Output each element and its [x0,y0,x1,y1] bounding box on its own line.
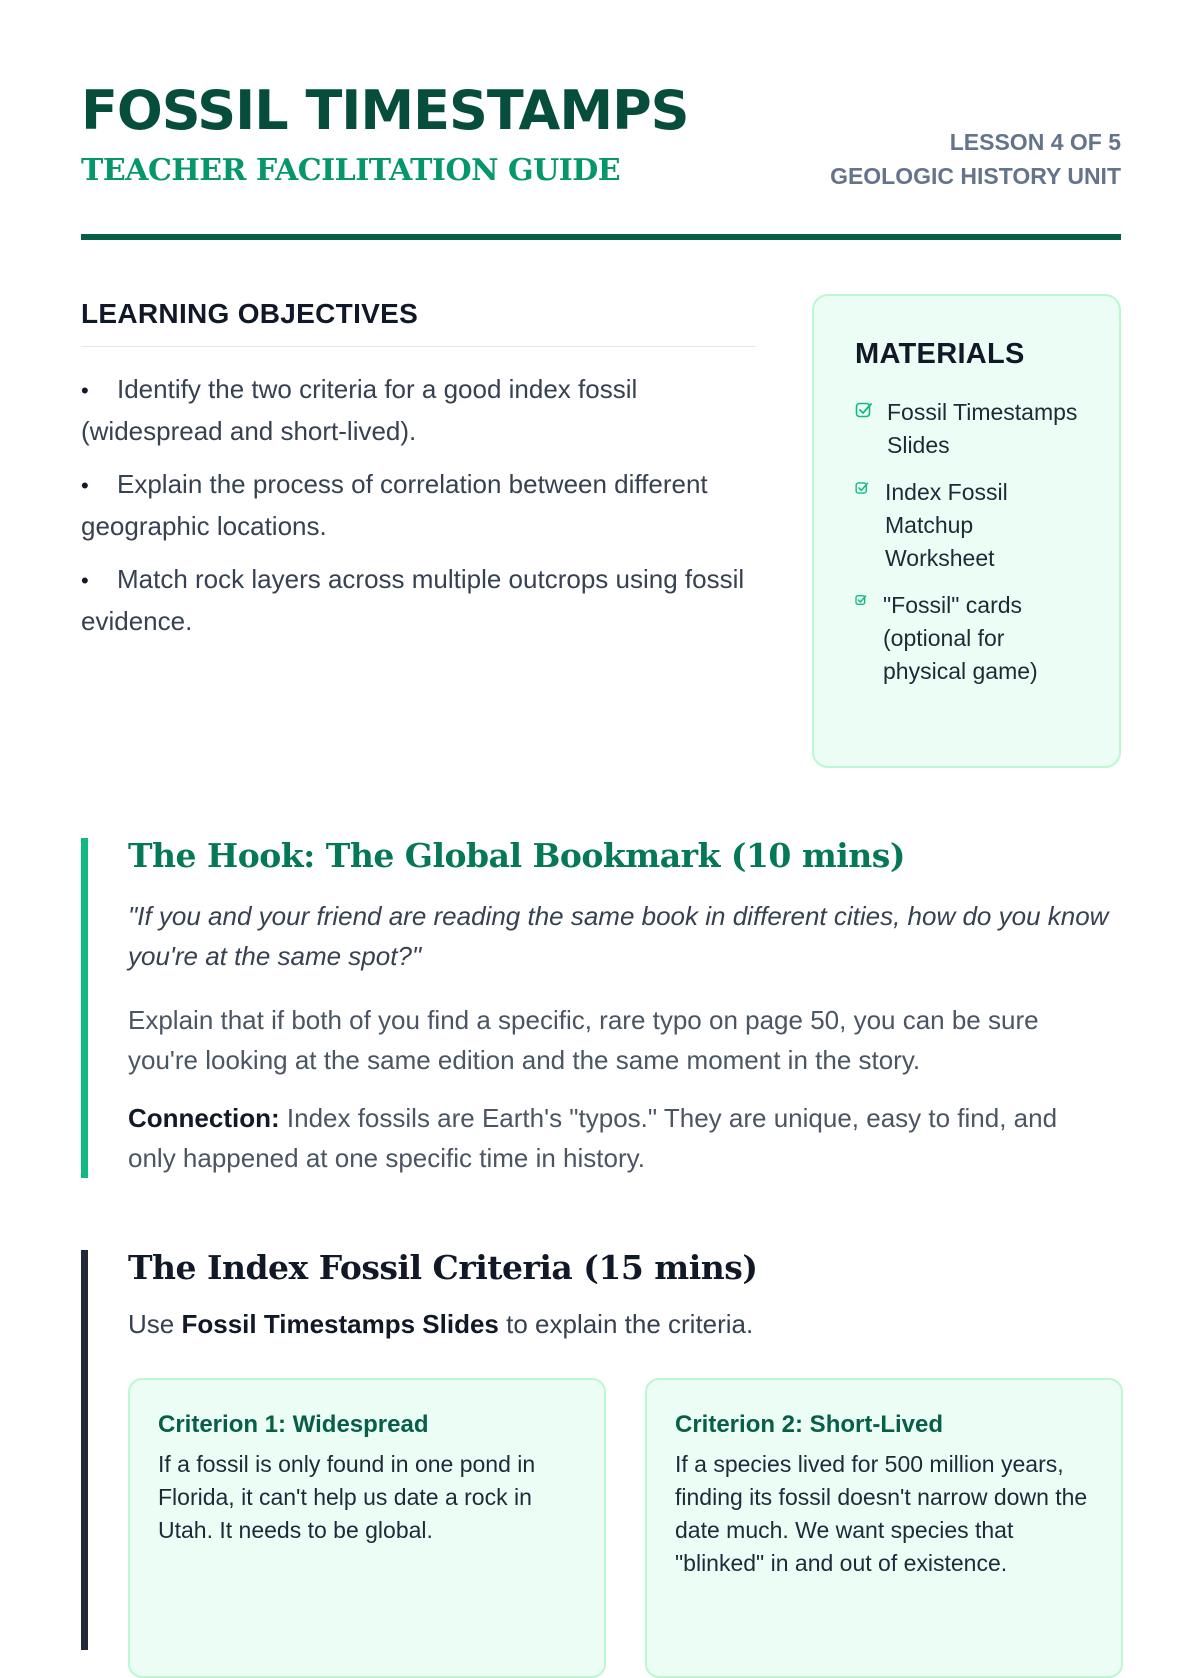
material-item [855,396,1089,462]
connection-text: Index fossils are Earth's "typos." They are unique, easy to find, and only happened at one specific time in history. [128,1103,1058,1173]
unit-name: GEOLOGIC HISTORY UNIT [830,163,1121,189]
bullet-icon: • [81,378,89,403]
criterion-body: If a fossil is only found in one pond in Florida, it can't help us date a rock in Utah. It needs to be global. [158,1451,536,1543]
check-square-icon [855,594,867,606]
hook-quote: "If you and your friend are reading the same book in different cities, how do you know you're at the same spot?" [128,901,1109,971]
connection-label: Connection: [128,1103,280,1133]
objectives-materials-row [81,294,1121,774]
lesson-meta [830,125,1121,193]
objective-item [81,464,756,546]
objective-text: Identify the two criteria for a good index fossil (widespread and short-lived). [81,374,638,446]
bullet-icon: • [81,568,89,593]
criterion-title: Criterion 1: Widespread [158,1411,429,1438]
hook-explanation: Explain that if both of you find a specific, rare typo on page 50, you can be sure you're looking at the same edition and the same moment in the story. [128,1005,1039,1075]
material-item [855,589,1089,688]
header-divider [81,234,1121,240]
criterion-title: Criterion 2: Short-Lived [675,1411,944,1438]
material-text: Index Fossil Matchup Worksheet [885,479,1008,571]
objective-item [81,369,756,451]
materials-heading: MATERIALS [855,338,1025,370]
header [81,0,1121,245]
hook-connection [128,1098,1111,1178]
hook-section [81,838,1121,1178]
material-text: "Fossil" cards (optional for physical game) [883,592,1038,684]
objectives-heading: LEARNING OBJECTIVES [81,294,756,347]
objective-text: Explain the process of correlation between different geographic locations. [81,469,708,541]
intro-slides-name: Fossil Timestamps Slides [181,1309,499,1339]
criterion-body: If a species lived for 500 million years, finding its fossil doesn't narrow down the date much. We want species that "blinked" in and out of existence. [675,1451,1088,1576]
check-square-icon [855,481,869,495]
material-item [855,476,1089,575]
criterion-card-widespread [128,1378,606,1678]
hook-title: The Hook: The Global Bookmark (10 mins) [128,836,905,875]
document-subtitle: TEACHER FACILITATION GUIDE [81,153,621,188]
material-text: Fossil Timestamps Slides [887,399,1078,458]
lesson-number: LESSON 4 OF 5 [949,129,1121,155]
learning-objectives [81,294,756,654]
check-square-icon [855,401,873,419]
criteria-title: The Index Fossil Criteria (15 mins) [128,1248,758,1287]
objective-text: Match rock layers across multiple outcrops using fossil evidence. [81,564,745,636]
objectives-list [81,369,756,641]
materials-list [855,396,1089,688]
materials-box [812,294,1121,768]
intro-suffix: to explain the criteria. [498,1309,754,1339]
criteria-intro [128,1304,1121,1344]
bullet-icon: • [81,473,89,498]
criterion-card-short-lived [645,1378,1123,1678]
document-title: FOSSIL TIMESTAMPS [81,79,689,142]
objective-item [81,559,756,641]
intro-prefix: Use [128,1309,182,1339]
lesson-guide-page [81,0,1121,1576]
